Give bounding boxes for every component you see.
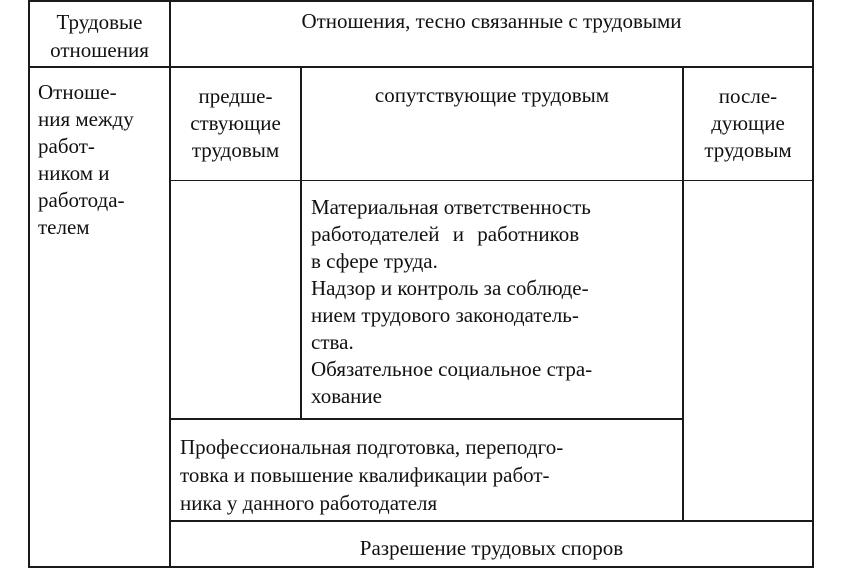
border-left xyxy=(28,0,30,567)
subheader-divider xyxy=(169,180,814,181)
border-top xyxy=(28,0,813,2)
training-row-text: Профессиональная подготовка, переподго- товка и повышение квалификации работ- ника у данного работодателя xyxy=(180,435,564,515)
header-divider xyxy=(28,66,814,68)
border-right xyxy=(812,0,814,567)
header-closely-related: Отношения, тесно связанные с трудовыми xyxy=(301,9,682,33)
subheader-accompanying: сопутствующие трудовым xyxy=(374,83,610,107)
subheader-preceding: предше- ствующие трудовым xyxy=(190,84,281,162)
left-column-text: Отноше- ния между работ- ником и работода- телем xyxy=(38,80,134,239)
border-bottom xyxy=(28,566,814,568)
accompanying-bottom-line xyxy=(169,418,683,420)
header-labor-relations: Трудовые отношения xyxy=(50,10,149,62)
preceding-divider xyxy=(300,66,302,419)
accompanying-body: Материальная ответственность работодателей и работников в сфере труда. Надзор и контроль за соблюде- нием трудового законодатель- ства. Обязательное социальное стра- хование xyxy=(311,195,593,408)
training-bottom-line xyxy=(169,520,814,522)
disputes-row-text: Разрешение трудовых споров xyxy=(359,536,624,560)
subheader-following: после- дующие трудовым xyxy=(704,84,792,162)
